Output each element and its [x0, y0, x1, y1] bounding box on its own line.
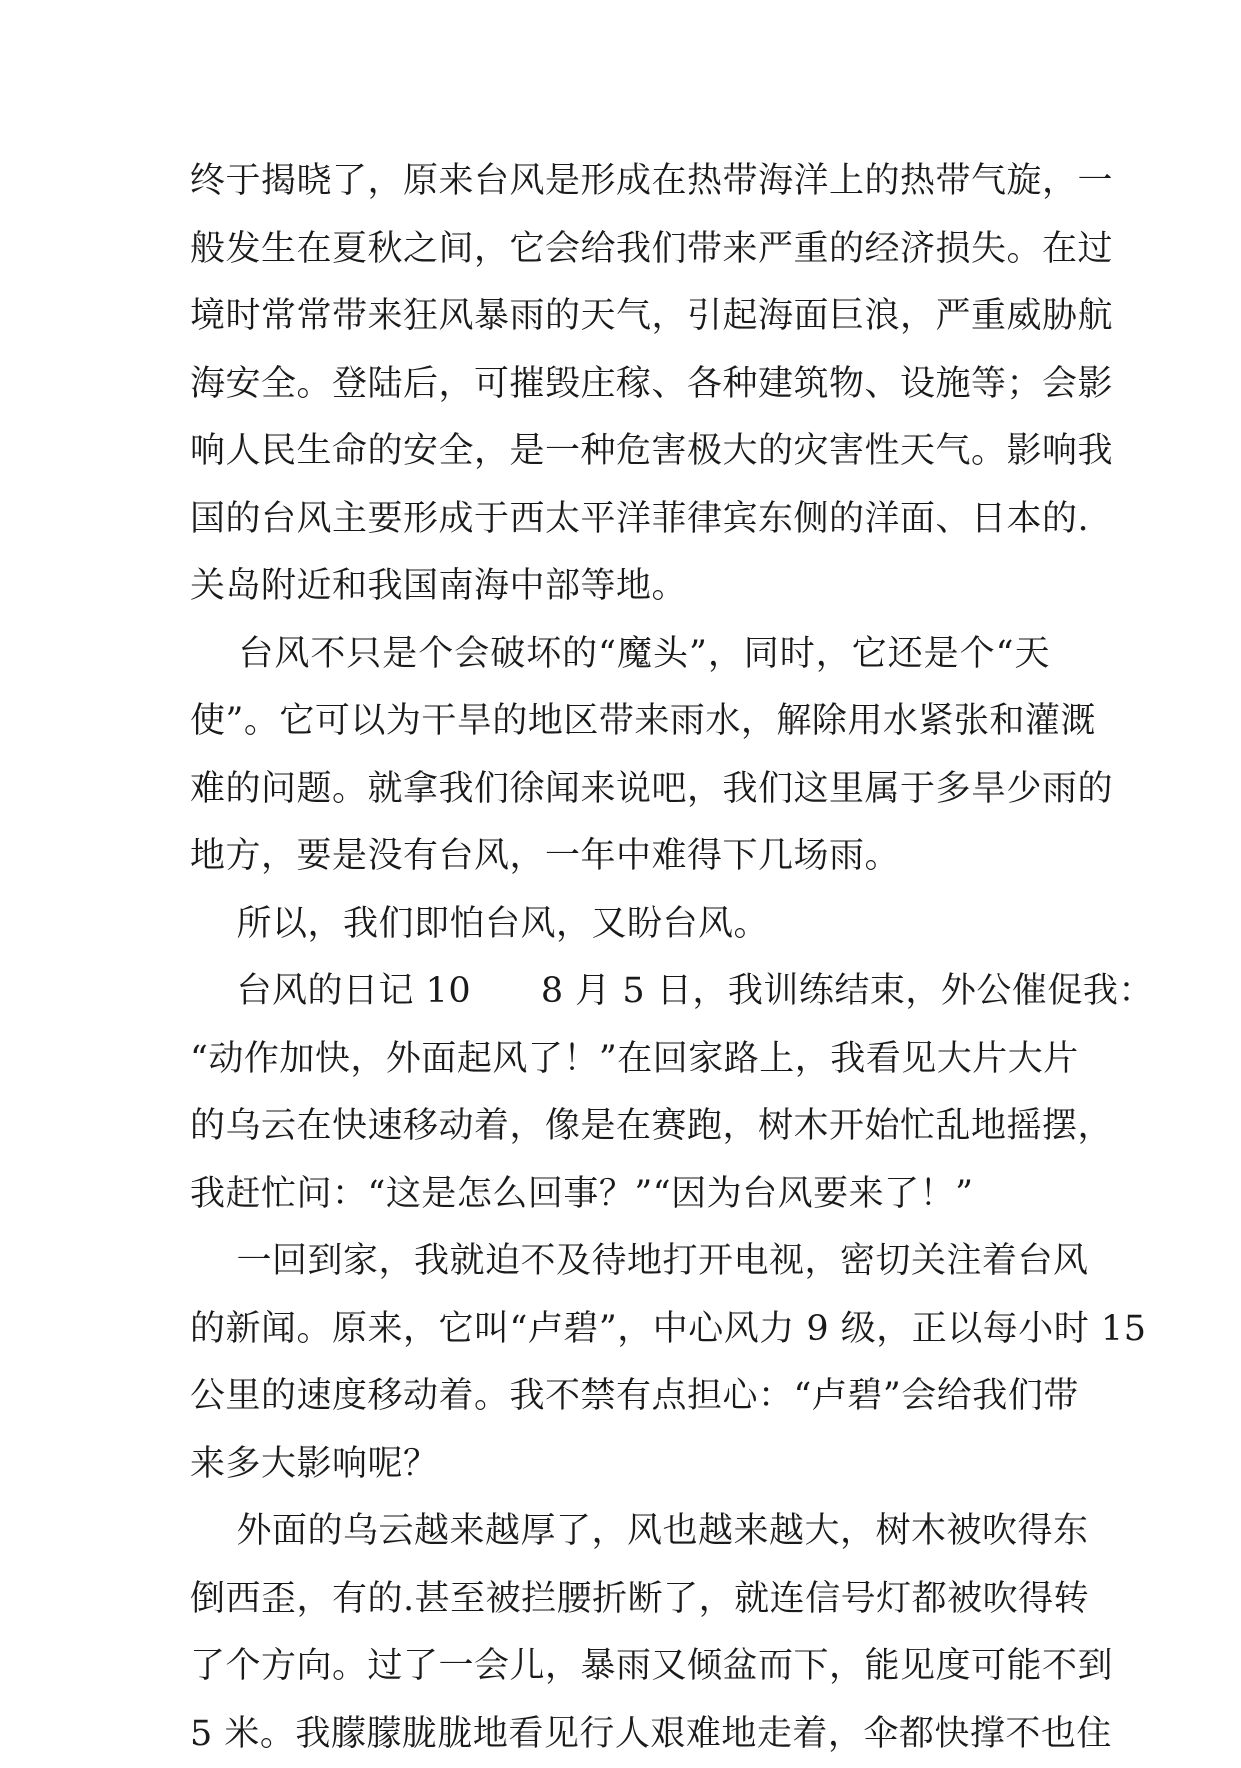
text-line: 倒西歪，有的.甚至被拦腰折断了，就连信号灯都被吹得转 [190, 1566, 1050, 1634]
text-line: 响人民生命的安全，是一种危害极大的灾害性天气。影响我 [190, 418, 1050, 486]
text-line: 的新闻。原来，它叫“卢碧”，中心风力 9 级，正以每小时 15 [190, 1296, 1050, 1364]
text-line: 台风不只是个会破坏的“魔头”，同时，它还是个“天 [190, 621, 1050, 689]
text-line: 关岛附近和我国南海中部等地。 [190, 553, 1050, 621]
text-line: 国的台风主要形成于西太平洋菲律宾东侧的洋面、日本的. [190, 486, 1050, 554]
text-line: 终于揭晓了，原来台风是形成在热带海洋上的热带气旋，一 [190, 148, 1050, 216]
text-line: 所以，我们即怕台风，又盼台风。 [190, 891, 1050, 959]
text-line: 来多大影响呢？ [190, 1431, 1050, 1499]
text-line: 外面的乌云越来越厚了，风也越来越大，树木被吹得东 [190, 1498, 1050, 1566]
text-line: 我赶忙问：“这是怎么回事？”“因为台风要来了！” [190, 1161, 1050, 1229]
text-line: 公里的速度移动着。我不禁有点担心：“卢碧”会给我们带 [190, 1363, 1050, 1431]
body-text [190, 148, 1050, 1768]
text-line: 台风的日记 10 8 月 5 日，我训练结束，外公催促我： [190, 958, 1050, 1026]
text-line: 一回到家，我就迫不及待地打开电视，密切关注着台风 [190, 1228, 1050, 1296]
text-line: 般发生在夏秋之间，它会给我们带来严重的经济损失。在过 [190, 216, 1050, 284]
text-line: 境时常常带来狂风暴雨的天气，引起海面巨浪，严重威胁航 [190, 283, 1050, 351]
text-line: 5 米。我朦朦胧胧地看见行人艰难地走着，伞都快撑不也住 [190, 1701, 1050, 1768]
text-line: 难的问题。就拿我们徐闻来说吧，我们这里属于多旱少雨的 [190, 756, 1050, 824]
text-line: 海安全。登陆后，可摧毁庄稼、各种建筑物、设施等；会影 [190, 351, 1050, 419]
text-line: “动作加快，外面起风了！”在回家路上，我看见大片大片 [190, 1026, 1050, 1094]
text-line: 地方，要是没有台风，一年中难得下几场雨。 [190, 823, 1050, 891]
text-line: 了个方向。过了一会儿，暴雨又倾盆而下，能见度可能不到 [190, 1633, 1050, 1701]
text-line: 的乌云在快速移动着，像是在赛跑，树木开始忙乱地摇摆， [190, 1093, 1050, 1161]
text-line: 使”。它可以为干旱的地区带来雨水，解除用水紧张和灌溉 [190, 688, 1050, 756]
